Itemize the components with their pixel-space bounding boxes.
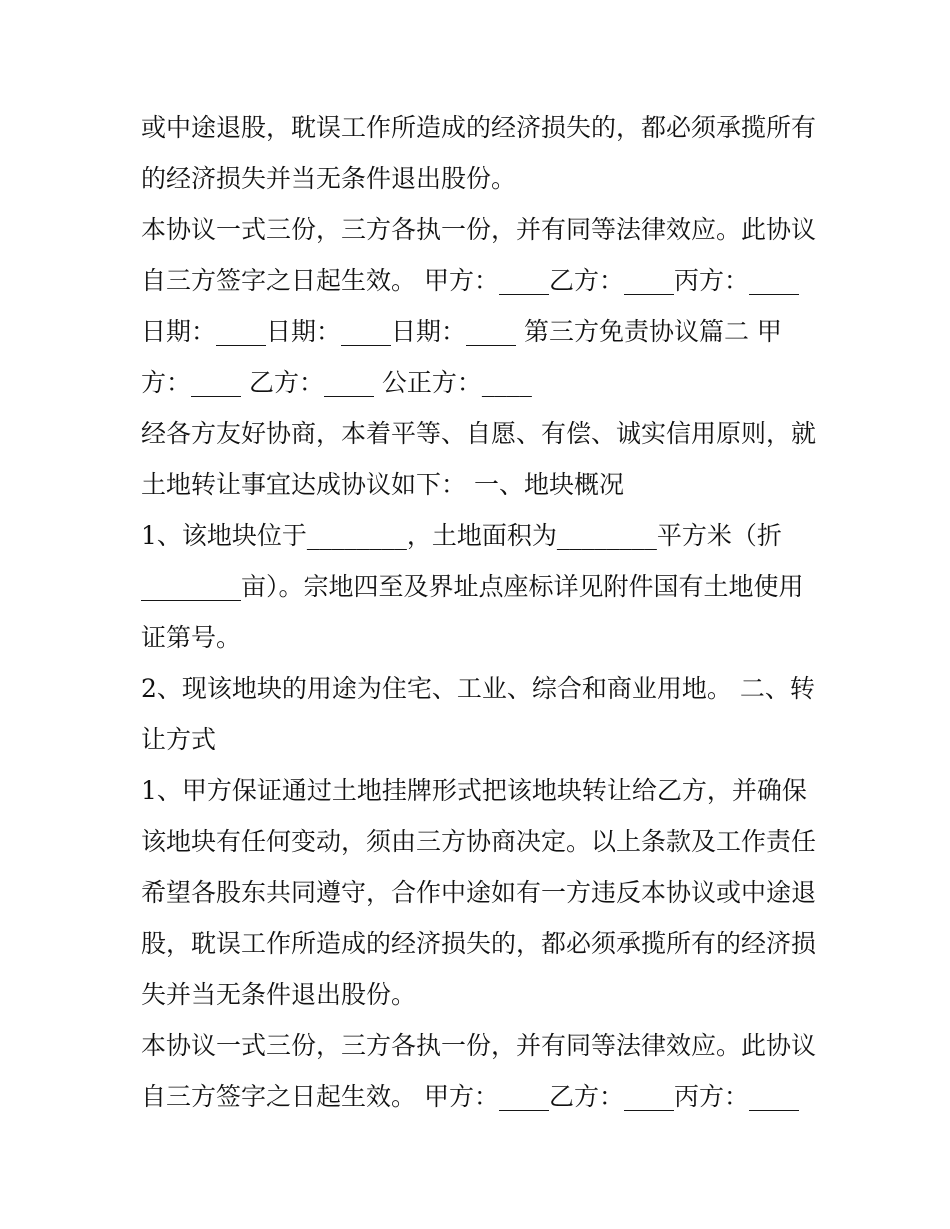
document-body (141, 102, 831, 1122)
text-line: 自三方签字之日起生效。 甲方：____乙方：____丙方：____ (141, 1082, 799, 1111)
text-line: 2、现该地块的用途为住宅、工业、综合和商业用地。 二、转 (141, 674, 815, 703)
text-line: 的经济损失并当无条件退出股份。 (141, 164, 517, 193)
text-line: 自三方签字之日起生效。 甲方：____乙方：____丙方：____ (141, 266, 799, 295)
text-line: 方：____ 乙方：____ 公正方：____ (141, 368, 532, 397)
text-line: 股，耽误工作所造成的经济损失的，都必须承揽所有的经济损 (141, 929, 817, 958)
text-line: 本协议一式三份，三方各执一份，并有同等法律效应。此协议 (141, 1031, 817, 1060)
text-line: 证第号。 (141, 623, 242, 652)
text-line: 土地转让事宜达成协议如下： 一、地块概况 (141, 470, 624, 499)
text-line: 让方式 (141, 725, 217, 754)
text-line: ________亩）。宗地四至及界址点座标详见附件国有土地使用 (141, 572, 804, 601)
text-line: 或中途退股，耽误工作所造成的经济损失的，都必须承揽所有 (141, 113, 817, 142)
text-line: 日期：____日期：____日期：____ 第三方免责协议篇二 甲 (141, 317, 782, 346)
text-line: 本协议一式三份，三方各执一份，并有同等法律效应。此协议 (141, 215, 817, 244)
text-line: 失并当无条件退出股份。 (141, 980, 417, 1009)
text-line: 经各方友好协商，本着平等、自愿、有偿、诚实信用原则，就 (141, 419, 817, 448)
text-line: 1、甲方保证通过土地挂牌形式把该地块转让给乙方，并确保 (141, 776, 807, 805)
text-line: 1、该地块位于________，土地面积为________平方米（折 (141, 521, 782, 550)
text-line: 希望各股东共同遵守，合作中途如有一方违反本协议或中途退 (141, 878, 817, 907)
text-line: 该地块有任何变动，须由三方协商决定。以上条款及工作责任 (141, 827, 817, 856)
